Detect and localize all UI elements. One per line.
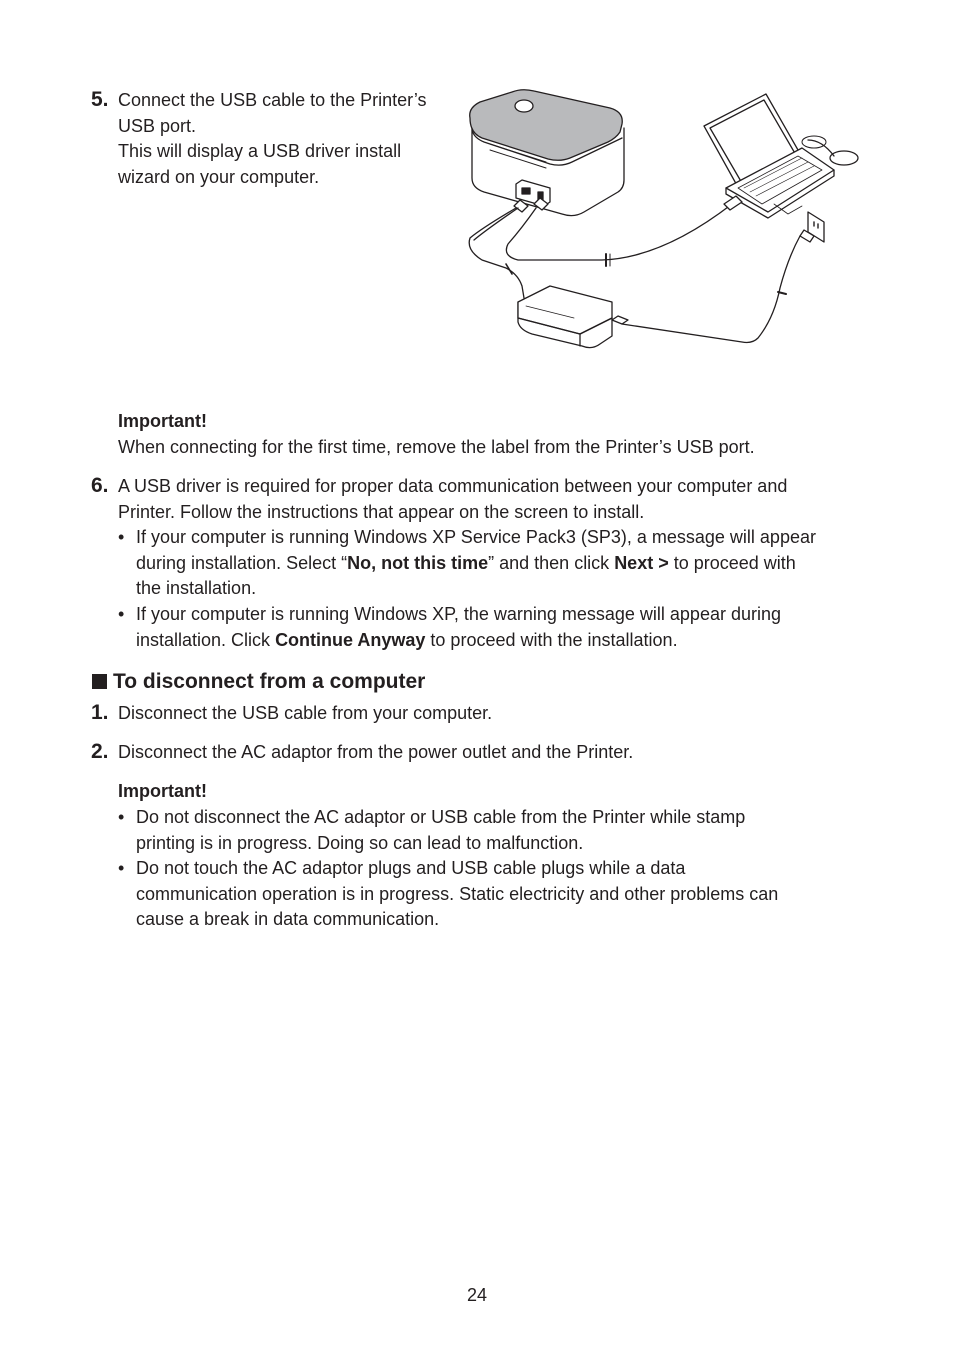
disconnect-step-2-number: 2. bbox=[91, 740, 109, 763]
bullet-glyph: • bbox=[118, 807, 125, 827]
printer-icon bbox=[470, 90, 624, 216]
step-6-line: Printer. Follow the instructions that appear on the screen to install. bbox=[118, 501, 645, 522]
step-6-number: 6. bbox=[91, 474, 109, 497]
bullet-line: If your computer is running Windows XP, the warning message will appear during bbox=[136, 604, 781, 624]
printer-connection-illustration bbox=[462, 88, 867, 356]
disconnect-step-1-text: Disconnect the USB cable from your computer. bbox=[118, 703, 493, 723]
section-title: To disconnect from a computer bbox=[113, 670, 426, 693]
step-5-line: This will display a USB driver install bbox=[118, 141, 402, 162]
disconnect-step-1-number: 1. bbox=[91, 701, 109, 724]
section-heading bbox=[92, 669, 425, 695]
laptop-icon bbox=[704, 94, 834, 218]
step-5-line: Connect the USB cable to the Printer’s bbox=[118, 90, 427, 110]
continue-anyway-button-label: Continue Anyway bbox=[275, 629, 426, 650]
bullet-line: cause a break in data communication. bbox=[136, 909, 440, 930]
step-5-number: 5. bbox=[91, 88, 109, 111]
disconnect-step-2-text: Disconnect the AC adaptor from the power outlet and the Printer. bbox=[118, 742, 634, 762]
step-5-line: USB port. bbox=[118, 115, 197, 136]
next-button-label: Next > bbox=[614, 552, 669, 573]
bullet-glyph: • bbox=[118, 604, 125, 624]
important-text: When connecting for the first time, remove the label from the Printer’s USB port. bbox=[118, 437, 755, 457]
power-outlet-icon bbox=[622, 212, 824, 343]
step-6-text bbox=[118, 474, 918, 525]
step-5-text bbox=[118, 88, 468, 190]
bullet-line: Do not disconnect the AC adaptor or USB cable from the Printer while stamp bbox=[136, 807, 746, 827]
important-label: Important! bbox=[118, 411, 207, 431]
bullet-line: Do not touch the AC adaptor plugs and USB cable plugs while a data bbox=[136, 858, 686, 878]
no-not-this-time-option: No, not this time bbox=[347, 552, 489, 573]
step-6-line: A USB driver is required for proper data communication between your computer and bbox=[118, 476, 788, 496]
important-label: Important! bbox=[118, 781, 207, 801]
ac-adaptor-icon bbox=[518, 286, 628, 348]
page-number: 24 bbox=[466, 1285, 488, 1305]
step-5-line: wizard on your computer. bbox=[118, 166, 320, 187]
bullet-line: the installation. bbox=[136, 578, 257, 599]
square-bullet-icon bbox=[92, 674, 107, 689]
bullet-glyph: • bbox=[118, 527, 125, 547]
bullet-glyph: • bbox=[118, 858, 125, 878]
bullet-line: If your computer is running Windows XP Service Pack3 (SP3), a message will appear bbox=[136, 527, 816, 547]
bullet-line: installation. Click Continue Anyway to proceed with the installation. bbox=[136, 629, 678, 650]
bullet-line: printing is in progress. Doing so can lead to malfunction. bbox=[136, 832, 584, 853]
bullet-line: communication operation is in progress. Static electricity and other problems can bbox=[136, 883, 779, 904]
bullet-line: during installation. Select “No, not this time” and then click Next > to proceed with bbox=[136, 552, 796, 573]
